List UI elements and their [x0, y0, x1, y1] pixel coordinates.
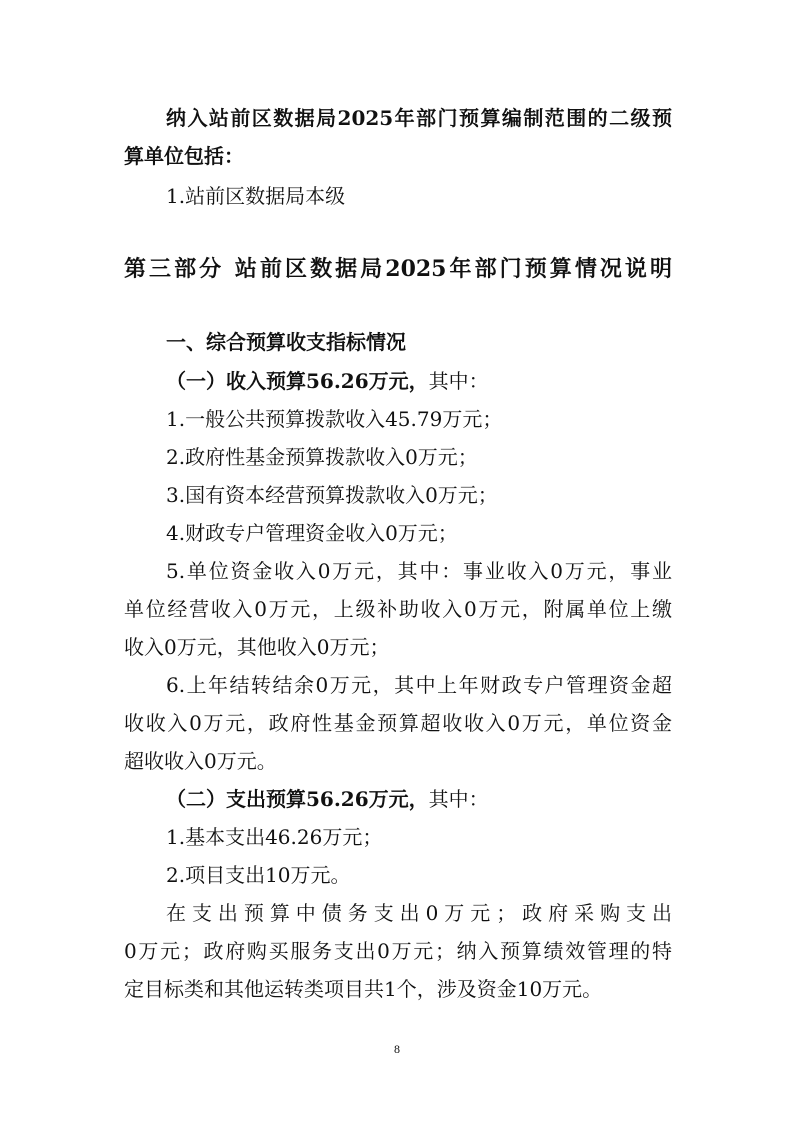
expense-item-1: 1.基本支出46.26万元； — [166, 825, 383, 849]
income-heading-bold: （一）收入预算56.26万元， — [166, 369, 429, 393]
income-item-6-line-3: 超收收入0万元。 — [124, 749, 277, 773]
income-item-5-line-1: 5.单位资金收入0万元，其中：事业收入0万元，事业 — [166, 559, 672, 583]
income-item-6-line-1: 6.上年结转结余0万元，其中上年财政专户管理资金超 — [166, 673, 672, 697]
expense-paragraph-line-3: 定目标类和其他运转类项目共1个，涉及资金10万元。 — [124, 977, 603, 1001]
expense-heading-rest: 其中： — [428, 787, 489, 811]
income-item-1: 1.一般公共预算拨款收入45.79万元； — [166, 407, 503, 431]
income-item-4: 4.财政专户管理资金收入0万元； — [166, 521, 458, 545]
expense-item-2: 2.项目支出10万元。 — [166, 863, 351, 887]
intro-item-1: 1.站前区数据局本级 — [166, 184, 346, 208]
section-1-heading: 一、综合预算收支指标情况 — [166, 330, 406, 354]
expense-paragraph-line-2: 0万元；政府购买服务支出0万元；纳入预算绩效管理的特 — [124, 939, 672, 963]
income-item-2: 2.政府性基金预算拨款收入0万元； — [166, 445, 478, 469]
expense-heading-bold: （二）支出预算56.26万元， — [166, 787, 429, 811]
income-item-5-line-3: 收入0万元，其他收入0万元； — [124, 635, 390, 659]
income-item-6-line-2: 收收入0万元，政府性基金预算超收收入0万元，单位资金 — [124, 711, 672, 735]
expense-heading — [166, 787, 489, 811]
part-title: 第三部分 站前区数据局2025年部门预算情况说明 — [124, 256, 672, 282]
page-number: 8 — [394, 1042, 400, 1056]
income-heading — [166, 369, 489, 393]
income-item-5-line-2: 单位经营收入0万元，上级补助收入0万元，附属单位上缴 — [124, 597, 672, 621]
income-item-3: 3.国有资本经营预算拨款收入0万元； — [166, 483, 498, 507]
income-heading-rest: 其中： — [428, 369, 489, 393]
intro-line-1: 纳入站前区数据局2025年部门预算编制范围的二级预 — [166, 106, 672, 130]
intro-line-2: 算单位包括： — [124, 144, 244, 168]
expense-paragraph-line-1: 在支出预算中债务支出0万元；政府采购支出 — [166, 901, 672, 925]
